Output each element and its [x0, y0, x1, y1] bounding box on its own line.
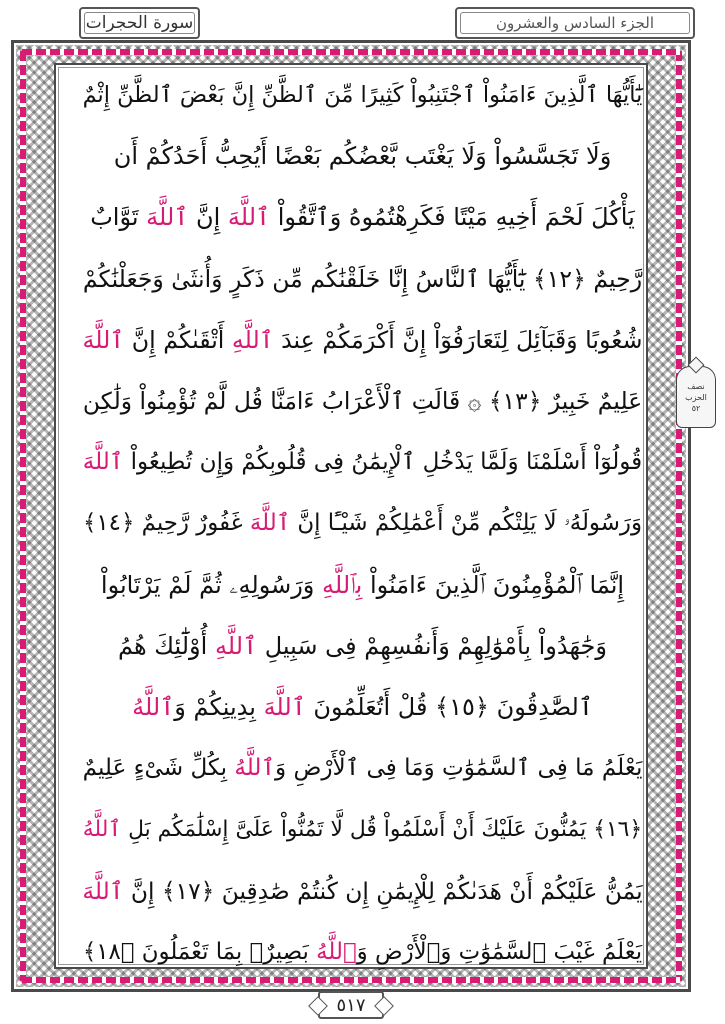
verse-segment: يَعْلَمُ مَا فِى ٱلسَّمَٰوَٰتِ وَمَا فِى ٱلْأَرْضِ وَ: [275, 755, 643, 782]
juz-title: الجزء السادس والعشرون: [495, 14, 655, 32]
hizb-marker-line2: الحزب: [685, 392, 707, 402]
verse-segment: شُعُوبًا وَقَبَآئِلَ لِتَعَارَفُوٓاْ إِنَّ أَكْرَمَكُمْ عِندَ: [273, 325, 643, 354]
verse-line: [0, 123, 725, 189]
frame-rail-top: [22, 49, 680, 55]
verse-segment: وَرَسُولَهُۥ لَا يَلِتْكُم مِّنْ أَعْمَٰلِكُمْ شَيْـًٔا إِنَّ: [290, 510, 643, 537]
verse-line: [0, 613, 725, 679]
verse-line-text: [118, 632, 607, 660]
verse-segment: ٱلصَّٰدِقُونَ ﴿١٥﴾ قُلْ أَتُعَلِّمُونَ: [305, 693, 593, 721]
divine-name: بِٱللَّهِ: [322, 570, 363, 599]
verse-line-text: [90, 203, 635, 231]
divine-name: ٱللَّهُ: [234, 755, 275, 782]
verse-segment: بَصِيرٌۢ بِمَا تَعْمَلُونَ ﴿١٨﴾: [82, 938, 317, 965]
verse-segment: أَتْقَىٰكُمْ إِنَّ: [124, 325, 232, 354]
verse-line: [0, 246, 725, 312]
verse-line: [0, 858, 725, 924]
verse-segment: وَرَسُولِهِۦ ثُمَّ لَمْ يَرْتَابُواْ: [100, 570, 323, 599]
divine-name: ٱللَّهِ: [231, 325, 274, 354]
verse-segment: تَوَّابٌ: [90, 203, 147, 232]
verse-line: [0, 674, 725, 740]
verse-segment: وَلَا تَجَسَّسُواْ وَلَا يَغْتَب بَّعْضُكُم بَعْضًا أَيُحِبُّ أَحَدُكُمْ أَن: [113, 142, 612, 171]
verse-segment: يَأْكُلَ لَحْمَ أَخِيهِ مَيْتًا فَكَرِهْتُمُوهُ وَٱتَّقُواْ: [270, 203, 635, 232]
verse-line: [0, 490, 725, 556]
verse-segment: عَلِيمٌ خَبِيرٌ ﴿١٣﴾ ۞ قَالَتِ ٱلْأَعْرَابُ ءَامَنَّا قُل لَّمْ تُؤْمِنُواْ وَلَٰكِن: [82, 387, 643, 415]
verse-line-text: [83, 939, 642, 965]
surah-title: سورة الحجرات: [85, 13, 194, 33]
ayah-marker: ﴿١٦﴾: [586, 816, 643, 842]
divine-name: ٱللَّهُ: [82, 816, 122, 842]
verse-line: [0, 429, 725, 495]
hizb-marker-line3: ٥٢: [691, 403, 701, 413]
verse-line: [0, 62, 725, 128]
verse-line: [0, 735, 725, 801]
divine-name: ٱللَّهَ: [263, 693, 306, 721]
verse-segment: يَمُنُّونَ عَلَيْكَ أَنْ أَسْلَمُواْ قُل لَّا تَمُنُّواْ عَلَىَّ إِسْلَٰمَكُم بَلِ: [121, 816, 587, 842]
verse-line-text: [83, 817, 642, 842]
divine-name: ٱللَّهَ: [82, 876, 124, 905]
divine-name: ٱللَّهَ: [82, 449, 124, 476]
verse-line-text: [83, 265, 642, 293]
verse-line: [0, 552, 725, 618]
verse-line-text: [83, 449, 642, 475]
verse-line: [0, 796, 725, 862]
page-number: ٥١٧: [336, 994, 366, 1016]
juz-header: [455, 7, 695, 39]
verse-line: [0, 919, 725, 985]
verse-line-text: [83, 82, 643, 108]
verse-line-text: [114, 142, 612, 170]
hizb-marker-ornament: [676, 366, 716, 428]
verse-line: [0, 184, 725, 250]
verse-segment: إِنَّمَا ٱلْمُؤْمِنُونَ ٱلَّذِينَ ءَامَنُواْ: [362, 570, 625, 599]
verse-line-text: [83, 326, 643, 354]
page-number-box: [318, 991, 384, 1019]
verse-segment: رَّحِيمٌ ﴿١٢﴾ يَٰٓأَيُّهَا ٱلنَّاسُ إِنَّا خَلَقْنَٰكُم مِّن ذَكَرٍ وَأُنثَىٰ وَجَعَلْنَٰكُمْ: [82, 264, 643, 293]
verse-segment: يَعْلَمُ غَيْبَ ٱلسَّمَٰوَٰتِ وَٱلْأَرْضِ وَ: [356, 938, 643, 965]
verse-line-text: [83, 755, 643, 781]
surah-header: [79, 7, 200, 39]
divine-name: ٱللَّهَ: [82, 325, 125, 354]
divine-name: ٱللَّهُ: [316, 938, 357, 965]
divine-name: ٱللَّهُ: [132, 693, 175, 721]
divine-name: ٱللَّهَ: [249, 510, 291, 537]
verse-segment: إِنَّ: [188, 203, 228, 232]
verse-line-text: [83, 510, 642, 536]
verse-line-text: [83, 387, 642, 415]
divine-name: ٱللَّهِ: [214, 631, 258, 660]
verse-segment: قُولُوٓاْ أَسْلَمْنَا وَلَمَّا يَدْخُلِ ٱلْإِيمَٰنُ فِى قُلُوبِكُمْ وَإِن تُطِيعُواْ: [123, 449, 643, 476]
divine-name: ٱللَّهَ: [227, 203, 271, 232]
verse-segment: بِكُلِّ شَىْءٍ عَلِيمٌ: [82, 755, 235, 782]
verse-line-text: [132, 693, 593, 721]
verse-segment: أُوْلَٰٓئِكَ هُمُ: [118, 631, 215, 660]
verse-segment: يَٰٓأَيُّهَا ٱلَّذِينَ ءَامَنُواْ ٱجْتَنِبُواْ كَثِيرًا مِّنَ ٱلظَّنِّ إِنَّ بَعْضَ ٱلظَّنِّ إِثْمٌ: [82, 82, 643, 108]
verse-line: [0, 368, 725, 434]
hizb-marker-line1: نصف: [687, 381, 705, 391]
divine-name: ٱللَّهَ: [146, 203, 189, 232]
verse-line: [0, 307, 725, 373]
verse-line-text: [101, 571, 624, 599]
verse-segment: يَمُنُّ عَلَيْكُمْ أَنْ هَدَىٰكُمْ لِلْإِيمَٰنِ إِن كُنتُمْ صَٰدِقِينَ ﴿١٧﴾ إِنَّ: [123, 876, 643, 905]
verse-segment: غَفُورٌ رَّحِيمٌ ﴿١٤﴾: [82, 510, 250, 537]
verse-line-text: [82, 877, 642, 905]
verse-segment: بِدِينِكُمْ وَ: [174, 693, 264, 721]
verse-segment: وَجَٰهَدُواْ بِأَمْوَٰلِهِمْ وَأَنفُسِهِمْ فِى سَبِيلِ: [257, 631, 607, 660]
